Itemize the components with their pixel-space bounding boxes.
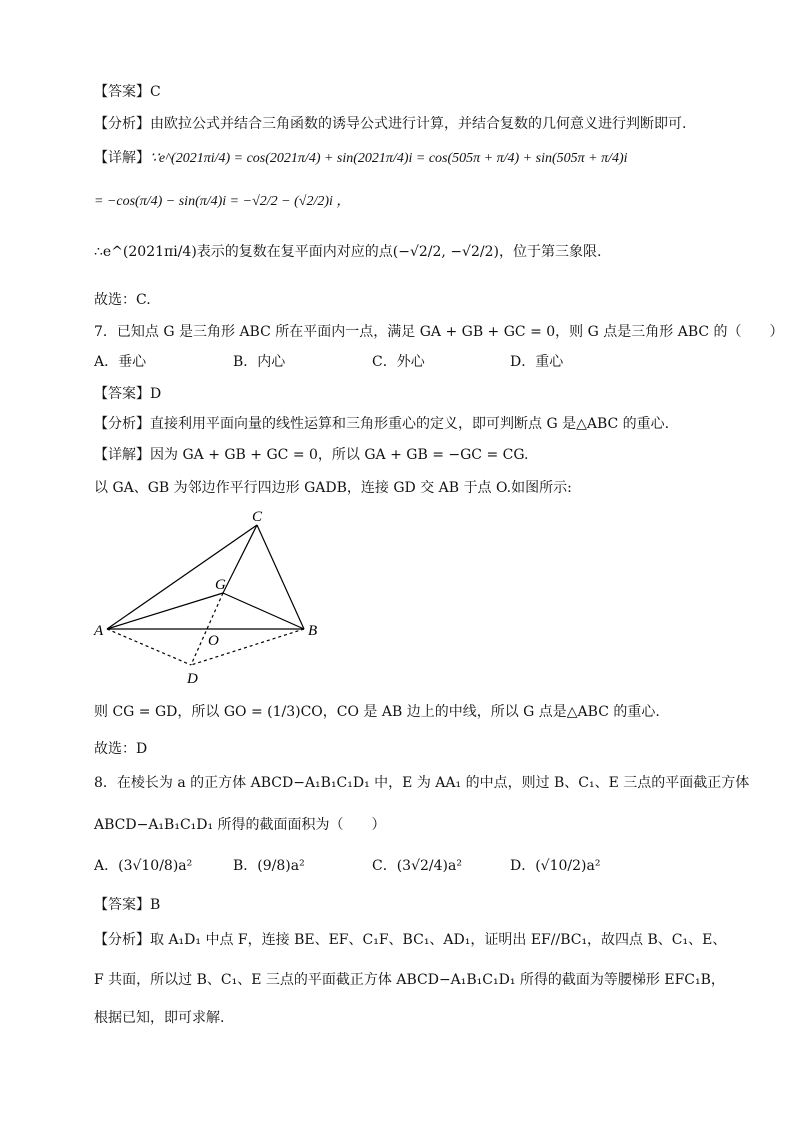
answer-value: C [150,84,161,100]
label-c: C [252,509,263,525]
choice-6: 故选：C. [94,292,151,308]
analysis-tag: 【分析】 [94,932,150,948]
analysis-7 [94,414,669,434]
answer-value: B [150,897,161,913]
answer-tag: 【答案】 [94,84,150,100]
analysis-8-line1 [94,930,726,950]
analysis-8-line3: 根据已知，即可求解. [94,1010,225,1026]
analysis-text: 由欧拉公式并结合三角函数的诱导公式进行计算，并结合复数的几何意义进行判断即可. [150,116,687,132]
segment-ad [107,629,191,665]
analysis-tag: 【分析】 [94,116,150,132]
q8-option-b: B．(9/8)a² [233,858,305,874]
question-8-line1: 8．在棱长为 a 的正方体 ABCD−A₁B₁C₁D₁ 中，E 为 AA₁ 的中点，则过 B、C₁、E 三点的平面截正方体 [94,775,750,791]
segment-cg [223,525,257,593]
detail-6-line3: ∴e^(2021πi/4)表示的复数在复平面内对应的点(−√2/2, −√2/2)，位于第三象限. [94,244,602,260]
label-a: A [94,623,104,639]
label-o: O [208,633,219,649]
q7-option-a: A．垂心 [94,354,147,370]
answer-value: D [150,386,162,402]
answer-8 [94,895,160,915]
detail-7-line2: 以 GA、GB 为邻边作平行四边形 GADB，连接 GD 交 AB 于点 O.如图所示: [94,480,572,496]
label-d: D [187,671,198,687]
question-8-line2: ABCD−A₁B₁C₁D₁ 所得的截面面积为（ ） [94,817,386,833]
analysis-6 [94,114,686,134]
q7-option-b: B．内心 [233,354,286,370]
answer-7 [94,384,161,404]
detail-tag: 【详解】 [94,150,150,166]
detail-6-line1 [94,148,628,169]
detail-text: 因为 GA + GB + GC = 0，所以 GA + GB = −GC = CG. [150,447,529,463]
segment-ag [107,593,223,629]
answer-tag: 【答案】 [94,897,150,913]
q8-option-c: C．(3√2/4)a² [372,858,462,874]
q8-option-d: D．(√10/2)a² [510,858,601,874]
answer-tag: 【答案】 [94,386,150,402]
analysis-text: 取 A₁D₁ 中点 F，连接 BE、EF、C₁F、BC₁、AD₁，证明出 EF//BC₁，故四点 B、C₁、E、 [150,932,727,948]
q7-option-d: D．重心 [510,354,564,370]
conclusion-7: 则 CG = GD，所以 GO = (1/3)CO，CO 是 AB 边上的中线，所以 G 点是△ABC 的重心. [94,704,660,720]
label-g: G [215,577,226,593]
analysis-tag: 【分析】 [94,416,150,432]
question-7: 7．已知点 G 是三角形 ABC 所在平面内一点，满足 GA + GB + GC = 0，则 G 点是三角形 ABC 的（ ） [94,324,784,340]
detail-7-line1 [94,445,529,465]
detail-formula-1: ∵e^(2021πi/4) = cos(2021π/4) + sin(2021π/4)i = cos(505π + π/4) + sin(505π + π/4)i [150,151,628,166]
detail-tag: 【详解】 [94,447,150,463]
segment-bg [223,593,304,629]
analysis-8-line2: F 共面，所以过 B、C₁、E 三点的平面截正方体 ABCD−A₁B₁C₁D₁ 所得的截面为等腰梯形 EFC₁B， [94,972,725,988]
choice-7: 故选：D [94,741,148,757]
label-b: B [308,623,318,639]
analysis-text: 直接利用平面向量的线性运算和三角形重心的定义，即可判断点 G 是△ABC 的重心. [150,416,670,432]
segment-ac [107,525,257,629]
triangle-figure [90,505,340,690]
q8-option-a: A．(3√10/8)a² [94,858,193,874]
segment-bc [257,525,304,629]
answer-6 [94,82,161,102]
detail-6-line2: = −cos(π/4) − sin(π/4)i = −√2/2 − (√2/2)i ， [94,194,351,209]
q7-option-c: C．外心 [372,354,425,370]
